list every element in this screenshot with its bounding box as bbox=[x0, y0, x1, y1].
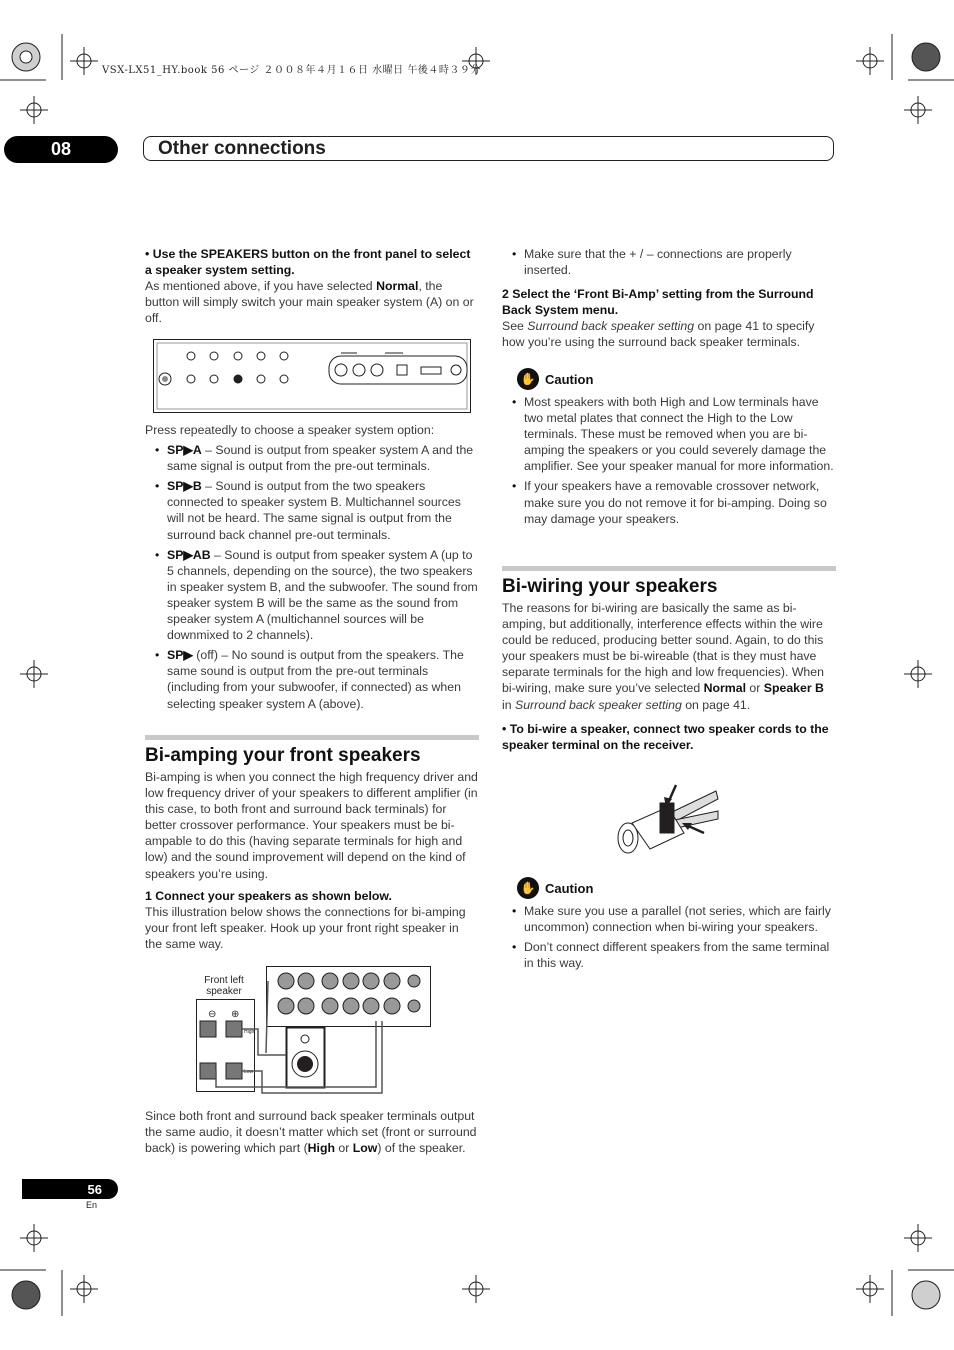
option-text: – Sound is output from speaker system A and the same signal is output from the pre-out terminals. bbox=[167, 443, 474, 474]
option-label: SP▶AB bbox=[167, 547, 211, 562]
make-sure-item: • Make sure that the + / – connections are properly inserted. bbox=[502, 246, 836, 278]
caution-hand-icon: ✋ bbox=[517, 368, 539, 390]
speakers-intro bbox=[145, 278, 479, 326]
option-text: – Sound is output from the two speakers connected to speaker system B. Multichannel sources will not be heard. The same signal is output from the surround back channel pre-out terminals. bbox=[167, 479, 461, 542]
section-rule bbox=[145, 735, 479, 740]
diagram-low: Low bbox=[244, 1069, 254, 1075]
option-text: – Sound is output from speaker system A (up to 5 channels, depending on the source), the two speakers in speaker system B, and the subwoofer. The sound from speaker system B will be the same as the sound from speaker system A (multichannel sources will be downmixed to 2 channels). bbox=[167, 547, 478, 643]
biamp-title: Bi-amping your front speakers bbox=[145, 745, 421, 766]
diagram-high: High bbox=[244, 1029, 255, 1035]
speakers-intro-b: , the button will simply switch your main speaker system (A) on or off. bbox=[145, 279, 474, 326]
see-italic: Surround back speaker setting bbox=[527, 319, 695, 334]
press-text: Press repeatedly to choose a speaker system option: bbox=[145, 423, 435, 437]
caution-item: • Most speakers with both High and Low terminals have two metal plates that connect the High to the Low terminals. These must be removed when you are bi-amping the speakers or you could severely damage the amplifier. See your speaker manual for more information. bbox=[502, 394, 836, 474]
caution-list-2 bbox=[502, 903, 836, 975]
biwire-section bbox=[502, 600, 836, 753]
biwire-body-a: The reasons for bi-wiring are basically the same as bi-amping, but additionally, interference effects within the wire could be reduced, producing better sound. Again, to do this your speakers must be bi-wireable (that is they must have separate terminals for the high and low frequencies). When bi-wiring, make sure you’ve selected bbox=[502, 601, 824, 696]
biwire-terminal-illustration bbox=[610, 783, 722, 859]
caution-title-2: Caution bbox=[545, 880, 594, 896]
biwire-title: Bi-wiring your speakers bbox=[502, 576, 718, 597]
option-item bbox=[145, 442, 479, 474]
print-header: VSX-LX51_HY.book 56 ページ ２００８年４月１６日 水曜日 午後４時３９分 bbox=[102, 65, 481, 76]
biamp-body: Bi-amping is when you connect the high frequency driver and low frequency driver of your speakers to different amplifier (in this case, to both front and surround back terminals) for better crossover performance. Your speakers must be bi-ampable to do this (having separate terminals for high and low) and the sound improvement will depend on the kind of speakers you’re using. bbox=[145, 770, 478, 881]
section-rule bbox=[502, 566, 836, 571]
caution-hand-icon: ✋ bbox=[517, 877, 539, 899]
since-high: High bbox=[307, 1141, 335, 1156]
chapter-title bbox=[143, 136, 834, 161]
see-b: on page 41 to specify how you’re using the surround back speaker terminals. bbox=[502, 319, 815, 350]
option-item bbox=[145, 547, 479, 644]
see-text bbox=[502, 318, 836, 350]
option-item bbox=[145, 647, 479, 711]
make-sure-list bbox=[502, 246, 836, 278]
step-1: 1 Connect your speakers as shown below. bbox=[145, 888, 392, 903]
caution-item: • If your speakers have a removable crossover network, make sure you do not remove it for bi-amping. Doing so may damage your speakers. bbox=[502, 478, 836, 526]
biwire-in: in bbox=[502, 697, 515, 712]
see-a: See bbox=[502, 319, 528, 334]
page-language: En bbox=[86, 1200, 98, 1210]
biwire-normal: Normal bbox=[703, 681, 746, 696]
option-label: SP▶ bbox=[167, 648, 193, 663]
svg-text:⊕: ⊕ bbox=[231, 1009, 240, 1020]
since-text bbox=[145, 1108, 479, 1156]
option-text: (off) – No sound is output from the speakers. The same sound is output from the pre-out terminals (including from your subwoofer, if connected) as when selecting speaker system A (above). bbox=[167, 648, 464, 711]
caution-list-1 bbox=[502, 394, 836, 531]
step-2: 2 Select the ‘Front Bi-Amp’ setting from the Surround Back System menu. bbox=[502, 287, 814, 318]
biwire-end: on page 41. bbox=[681, 697, 751, 712]
left-column bbox=[145, 246, 479, 326]
since-low: Low bbox=[352, 1141, 378, 1156]
option-label: SP▶A bbox=[167, 443, 202, 458]
caution-title-1: Caution bbox=[545, 371, 594, 387]
step-1-body: This illustration below shows the connections for bi-amping your front left speaker. Hook up your front right speaker in the same way. bbox=[145, 904, 466, 951]
options-list bbox=[145, 442, 479, 712]
caution-item: • Don’t connect different speakers from the same terminal in this way. bbox=[502, 939, 836, 971]
option-label: SP▶B bbox=[167, 479, 202, 494]
page-number: 56 bbox=[22, 1179, 118, 1199]
option-item bbox=[145, 478, 479, 542]
svg-text:⊖: ⊖ bbox=[208, 1009, 217, 1020]
speakers-intro-bold: Normal bbox=[376, 279, 419, 293]
caution-heading-2 bbox=[517, 877, 593, 899]
biamp-section bbox=[145, 769, 479, 952]
front-panel-illustration bbox=[153, 339, 471, 413]
biwire-or: or bbox=[746, 681, 764, 696]
biamp-diagram bbox=[196, 963, 436, 1103]
chapter-number: 08 bbox=[4, 136, 118, 163]
biwire-step: • To bi-wire a speaker, connect two speaker cords to the speaker terminal on the receiver. bbox=[502, 721, 829, 752]
biwire-italic: Surround back speaker setting bbox=[515, 697, 682, 712]
chapter-title-text: Other connections bbox=[158, 137, 326, 159]
diagram-label-2: speaker bbox=[206, 986, 242, 997]
since-or: or bbox=[335, 1141, 353, 1156]
since-a: Since both front and surround back speaker terminals output the same audio, it doesn’t matter which set (front or surround back) is powering which part ( bbox=[145, 1109, 477, 1156]
biwire-body bbox=[502, 600, 836, 713]
right-column bbox=[502, 246, 836, 350]
caution-item: • Make sure you use a parallel (not series, which are fairly uncommon) connection when bi-wiring your speakers. bbox=[502, 903, 836, 935]
speakers-intro-a: As mentioned above, if you have selected bbox=[145, 279, 377, 293]
since-paragraph bbox=[145, 1108, 479, 1156]
speaker-options bbox=[145, 422, 479, 716]
speakers-step: • Use the SPEAKERS button on the front panel to select a speaker system setting. bbox=[145, 247, 471, 277]
biwire-spb: Speaker B bbox=[763, 681, 824, 696]
diagram-label-1: Front left bbox=[204, 975, 244, 986]
since-b: ) of the speaker. bbox=[377, 1141, 466, 1156]
caution-heading-1 bbox=[517, 368, 593, 390]
